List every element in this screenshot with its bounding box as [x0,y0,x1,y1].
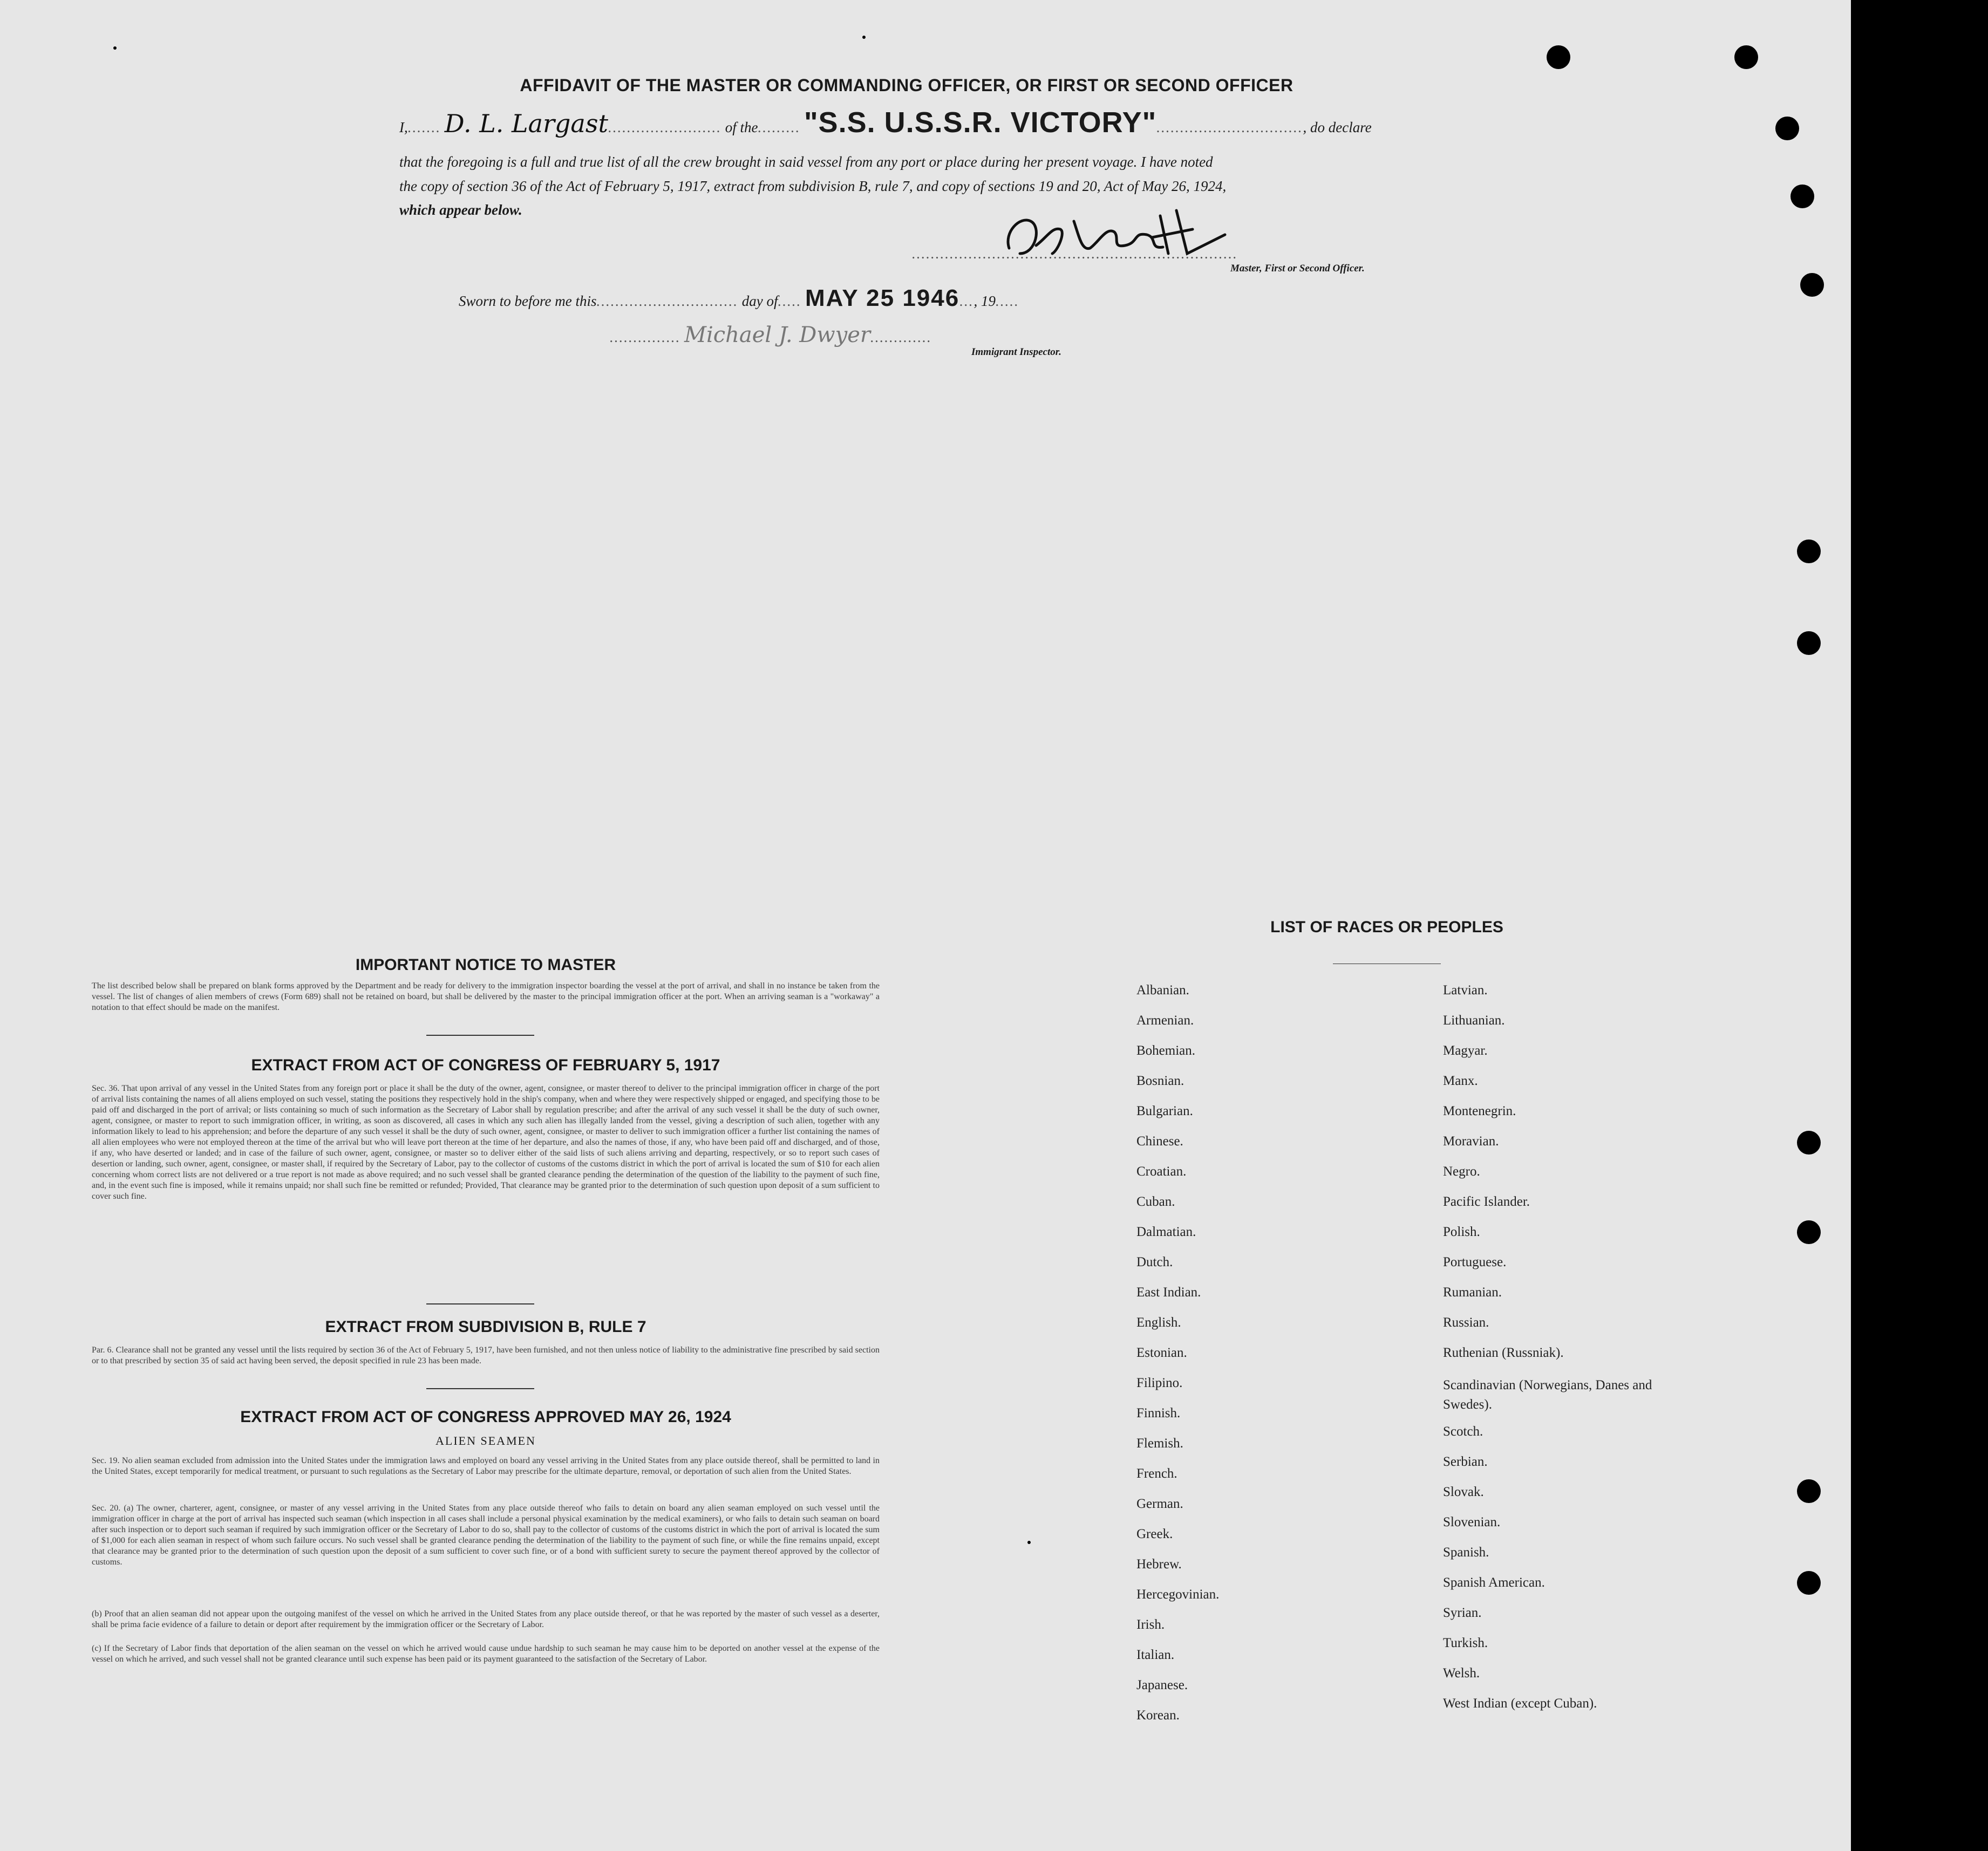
punch-hole [1797,1131,1821,1155]
race-item: Dalmatian. [1136,1225,1196,1239]
race-item: Japanese. [1136,1678,1188,1692]
dust-speck [113,46,117,50]
section-divider [426,1388,534,1389]
race-item: Welsh. [1443,1666,1480,1681]
extract-1924-sec20b: (b) Proof that an alien seaman did not appear upon the outgoing manifest of the vessel on which he arrived in the United States from any place outside thereof, or that he was reported by the master of such vessel as a deserter, shall be prima facie evidence of a failure to detain or deport after requirement by the immigration officer or the Secretary of Labor. [92,1609,880,1629]
punch-hole [1800,273,1824,297]
date-stamp: MAY 25 1946 [805,285,960,311]
punch-hole [1797,1220,1821,1244]
extract-rule7-title: EXTRACT FROM SUBDIVISION B, RULE 7 [325,1318,646,1336]
race-item: Slovak. [1443,1485,1484,1499]
race-item: Portuguese. [1443,1255,1507,1269]
punch-hole [1797,631,1821,655]
text-of-the: of the [725,119,758,135]
alien-seamen-subtitle: ALIEN SEAMEN [435,1434,536,1447]
race-item: Spanish. [1443,1545,1489,1560]
signature-line: ..................................................................... [912,245,1238,262]
punch-hole [1797,539,1821,563]
extract-1924-sec20a: Sec. 20. (a) The owner, charterer, agent, consignee, or master of any vessel arriving in the United States from any place outside thereof who fails to detain on board any alien seaman employed on such vessel until the immigration officer in charge at the port of arrival has inspected such seaman (which inspection in all cases shall include a personal physical examination by the medical examiners), or who fails to detain such seaman on board after such inspection or to deport such seaman if required by such immigration officer or the Secretary of Labor to do so, shall pay to the collector of customs of the customs district in which the port of arrival is located the sum of $1,000 for each alien seaman in respect of whom such failure occurs. No such vessel shall be granted clearance pending the determination of the liability to the payment of such fine, or while the fine remains unpaid, except that clearance may be granted prior to the determination of such question upon the deposit of a sum sufficient to cover such fine, or of a bond with sufficient surety to secure the payment thereof approved by the collector of customs. [92,1504,880,1567]
race-item: Cuban. [1136,1194,1175,1209]
extract-1917-text: Sec. 36. That upon arrival of any vessel in the United States from any foreign port or place it shall be the duty of the owner, agent, consignee, or master thereof to deliver to the principal immigration officer in charge of the port of arrival lists containing the names of all aliens employed on such vessel, stating the positions they respectively hold in the ship's company, when and where they were respectively shipped or engaged, and specifying those to be paid off and discharged in the port of arrival; or lists containing so much of such information as the Secretary of Labor shall by regulation prescribe; and after the arrival of any such vessel it shall be the duty of such owner, agent, consignee, or master to report to such immigration officer, in writing, as soon as discovered, all cases in which any such alien has illegally landed from the vessel, giving a description of such alien, together with any information likely to lead to his apprehension; and before the departure of any such vessel it shall be the duty of such owner, agent, consignee, or master to deliver to such immigration officer a further list containing the names of all alien employees who were not employed thereon at the time of the arrival but who will leave port thereon at the time of her departure, and also the names of those, if any, who have been paid off and discharged, and of those, if any, who have deserted or landed; and in case of the failure of such owner, agent, consignee, or master so to deliver either of the said lists of such aliens arriving and departing, respectively, or so to report such cases of desertion or landing, such owner, agent, consignee, or master shall, if required by the Secretary of Labor, pay to the collector of customs of the customs district in which the port of arrival is located the sum of $10 for each alien concerning whom correct lists are not delivered or a true report is not made as above required; and no such vessel shall be granted clearance pending the determination of the question of the liability to the payment of such fine, and, in the event such fine is imposed, while it remains unpaid; nor shall such fine be remitted or refunded; Provided, That clearance may be granted prior to the determination of such question upon deposit of a sum sufficient to cover such fine. [92,1084,880,1201]
extract-1917-title: EXTRACT FROM ACT OF CONGRESS OF FEBRUARY 5, 1917 [251,1056,720,1074]
punch-hole [1734,45,1758,69]
race-item: English. [1136,1315,1181,1330]
race-item: Dutch. [1136,1255,1173,1269]
race-item: Turkish. [1443,1636,1488,1650]
sworn-line: Sworn to before me this.............................. day of..... MAY 25 1946..., 19..... [459,285,1019,311]
dust-speck [1027,1541,1031,1544]
race-item: Pacific Islander. [1443,1194,1530,1209]
extract-1924-title: EXTRACT FROM ACT OF CONGRESS APPROVED MAY 26, 1924 [240,1408,731,1426]
affidavit-line-4: which appear below. [399,202,522,218]
race-item: Flemish. [1136,1436,1183,1451]
dust-speck [862,36,866,39]
section-divider [426,1303,534,1304]
race-item: Magyar. [1443,1043,1488,1058]
race-item: Moravian. [1443,1134,1499,1149]
extract-1924-sec20c: (c) If the Secretary of Labor finds that deportation of the alien seaman on the vessel on which he arrived would cause undue hardship to such seaman he may cause him to be deported on another vessel at the expense of the vessel on which he arrived, and such vessel shall not be granted clearance until such expense has been paid or its payment guaranteed to the satisfaction of the Secretary of Labor. [92,1644,880,1664]
text-i: I, [399,119,408,135]
race-item: Serbian. [1443,1454,1488,1469]
race-item: Negro. [1443,1164,1480,1179]
extract-rule7-text: Par. 6. Clearance shall not be granted any vessel until the lists required by section 36 of the Act of February 5, 1917, have been furnished, and not then unless notice of liability to the administrative fine prescribed by said section or to that prescribed by section 35 of said act having been served, the deposit specified in rule 23 has been made. [92,1345,880,1365]
race-item: Spanish American. [1443,1575,1545,1590]
scan-border [1851,0,1988,1851]
race-item: West Indian (except Cuban). [1443,1696,1597,1711]
race-item: Finnish. [1136,1406,1181,1420]
signature-caption: Master, First or Second Officer. [1230,263,1365,274]
race-item: Korean. [1136,1708,1180,1723]
race-item: Irish. [1136,1617,1165,1632]
inspector-caption: Immigrant Inspector. [971,346,1061,358]
race-item: Montenegrin. [1443,1104,1516,1118]
punch-hole [1797,1571,1821,1595]
race-item: German. [1136,1497,1183,1511]
race-item: Chinese. [1136,1134,1183,1149]
affidavit-line-3: the copy of section 36 of the Act of February 5, 1917, extract from subdivision B, rule 7, and copy of sections 19 and 20, Act of May 26, 1924, [399,178,1227,194]
affidavit-line-2: that the foregoing is a full and true list of all the crew brought in said vessel from any port or place during her present voyage. I have noted [399,154,1213,170]
race-item: Bosnian. [1136,1074,1184,1088]
race-item: Scotch. [1443,1424,1483,1439]
race-item: Croatian. [1136,1164,1187,1179]
inspector-line: ............... Michael J. Dwyer............. [610,323,932,347]
race-item: Greek. [1136,1527,1173,1541]
race-item: Hebrew. [1136,1557,1182,1572]
race-item: Armenian. [1136,1013,1194,1028]
races-title: LIST OF RACES OR PEOPLES [1270,918,1503,936]
text-sworn: Sworn to before me this [459,293,597,309]
race-item: Latvian. [1443,983,1488,998]
notice-title: IMPORTANT NOTICE TO MASTER [355,956,616,974]
officer-name-handwritten: D. L. Largast [444,109,608,138]
race-item: Slovenian. [1443,1515,1501,1529]
text-day-of: day of [741,293,778,309]
race-item: Italian. [1136,1648,1175,1662]
race-item: Hercegovinian. [1136,1587,1220,1602]
race-item: Lithuanian. [1443,1013,1505,1028]
punch-hole [1775,117,1799,140]
vessel-name: "S.S. U.S.S.R. VICTORY" [804,106,1157,139]
affidavit-title: AFFIDAVIT OF THE MASTER OR COMMANDING OFFICER, OR FIRST OR SECOND OFFICER [520,76,1293,95]
race-item: Syrian. [1443,1606,1482,1620]
punch-hole [1790,185,1814,208]
race-item: Ruthenian (Russniak). [1443,1345,1564,1360]
race-item: Scandinavian (Norwegians, Danes and Swedes). [1443,1378,1652,1412]
inspector-signature-handwritten: Michael J. Dwyer [684,323,870,347]
race-item: French. [1136,1466,1177,1481]
section-divider [426,1035,534,1036]
punch-hole [1547,45,1570,69]
race-item: Bulgarian. [1136,1104,1193,1118]
race-item: Manx. [1443,1074,1478,1088]
punch-hole [1797,1479,1821,1503]
race-item: Estonian. [1136,1345,1187,1360]
race-item: Filipino. [1136,1376,1183,1390]
race-item: Russian. [1443,1315,1489,1330]
text-year: , 19 [973,293,996,309]
text-do-declare: , do declare [1303,119,1372,135]
race-item: Polish. [1443,1225,1480,1239]
race-item: East Indian. [1136,1285,1201,1300]
race-item: Bohemian. [1136,1043,1196,1058]
notice-text: The list described below shall be prepared on blank forms approved by the Department and be ready for delivery to the immigration inspector boarding the vessel at the port of arrival, and shall in no instance be taken from the vessel. The list of changes of alien members of crews (Form 689) shall not be retained on board, but shall be delivered by the master to the principal immigration officer at the port. When an arriving seaman is a "workaway" a notation to that effect should be made on the manifest. [92,981,880,1012]
race-item: Albanian. [1136,983,1189,998]
race-item: Rumanian. [1443,1285,1502,1300]
affidavit-line-1: I,....... D. L. Largast........................ of the......... "S.S. U.S.S.R. VICTORY"..............................., do declare [399,106,1372,139]
extract-1924-sec19: Sec. 19. No alien seaman excluded from admission into the United States under the immigration laws and employed on board any vessel arriving in the United States from any place outside thereof, shall be permitted to land in the United States, except temporarily for medical treatment, or pursuant to such regulations as the Secretary of Labor may prescribe for the ultimate departure, removal, or deportation of such alien from the United States. [92,1456,880,1476]
